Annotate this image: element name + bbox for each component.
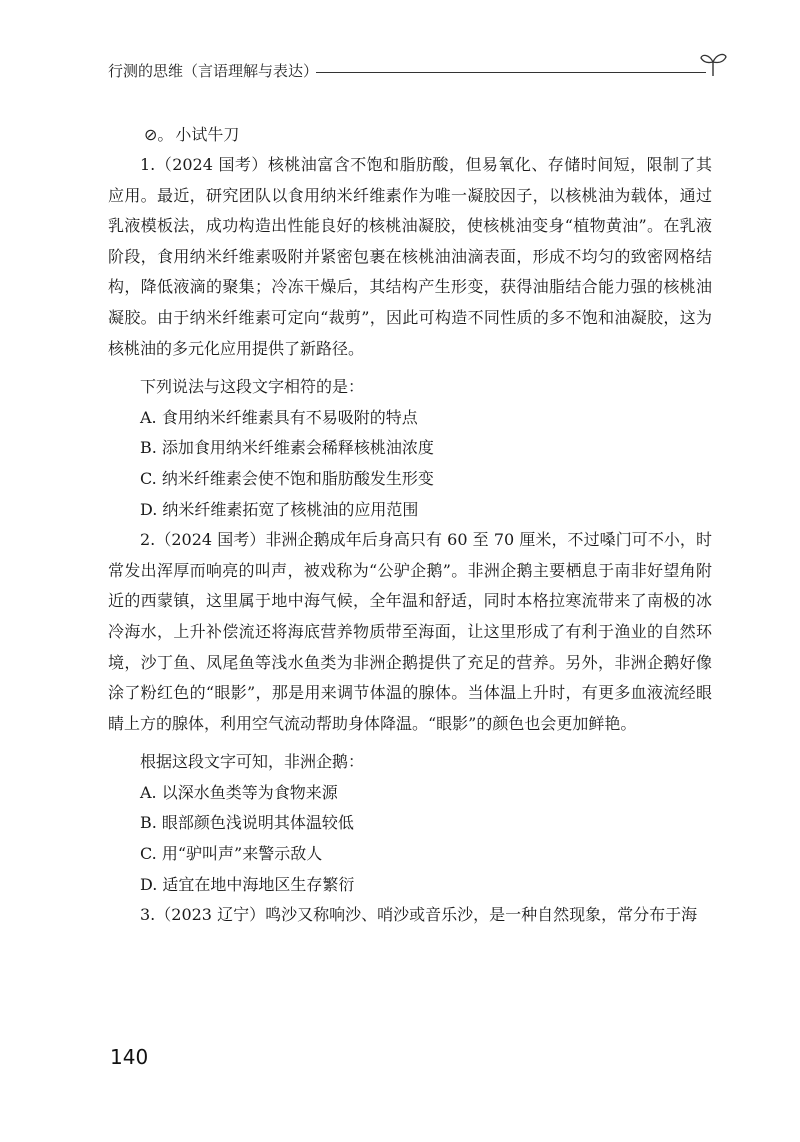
question-3-stem: 3.（2023 辽宁）鸣沙又称响沙、哨沙或音乐沙，是一种自然现象，常分布于海 bbox=[140, 905, 698, 925]
question-1-stem: 1.（2024 国考）核桃油富含不饱和脂肪酸，但易氧化、存储时间短，限制了其应用。最近，研究团队以食用纳米纤维素作为唯一凝胶因子，以核桃油为载体，通过乳液模板法，成功构造出性能良好的核桃油凝胶，使核桃油变身“植物黄油”。在乳液阶段，食用纳米纤维素吸附并紧密包裹在核桃油油滴表面，形成不均匀的致密网格结构，降低液滴的聚集；冷冻干燥后，其结构产生形变，获得油脂结合能力强的核桃油凝胶。由于纳米纤维素可定向“裁剪”，因此可构造不同性质的多不饱和油凝胶，这为核桃油的多元化应用提供了新路径。 bbox=[108, 155, 712, 358]
header-rule bbox=[316, 72, 706, 73]
question-2-prompt: 根据这段文字可知，非洲企鹅： bbox=[140, 752, 365, 772]
question-2-stem: 2.（2024 国考）非洲企鹅成年后身高只有 60 至 70 厘米，不过嗓门可不小，时常发出浑厚而响亮的叫声，被戏称为“公驴企鹅”。非洲企鹅主要栖息于南非好望角附近的西蒙镇，这里属于地中海气候，全年温和舒适，同时本格拉寒流带来了南极的冰冷海水，上升补偿流还将海底营养物质带至海面，让这里形成了有利于渔业的自然环境，沙丁鱼、凤尾鱼等浅水鱼类为非洲企鹅提供了充足的营养。另外，非洲企鹅好像涂了粉红色的“眼影”，那是用来调节体温的腺体。当体温上升时，有更多血液流经眼睛上方的腺体，利用空气流动帮助身体降温。“眼影”的颜色也会更加鲜艳。 bbox=[108, 530, 712, 733]
question-1-prompt: 下列说法与这段文字相符的是： bbox=[140, 377, 365, 397]
question-2-option-d: D. 适宜在地中海地区生存繁衍 bbox=[140, 874, 355, 894]
section-heading bbox=[144, 122, 239, 145]
section-mark-icon: ⊘。 bbox=[144, 125, 174, 144]
document-body bbox=[108, 150, 712, 931]
section-title-text: 小试牛刀 bbox=[175, 125, 240, 144]
sprout-icon bbox=[698, 48, 728, 78]
page-number: 140 bbox=[110, 1045, 149, 1069]
question-2-option-a: A. 以深水鱼类等为食物来源 bbox=[140, 782, 338, 802]
question-1-option-d: D. 纳米纤维素拓宽了核桃油的应用范围 bbox=[140, 499, 419, 519]
question-1-option-a: A. 食用纳米纤维素具有不易吸附的特点 bbox=[140, 407, 418, 427]
question-2-option-c: C. 用“驴叫声”来警示敌人 bbox=[140, 844, 323, 864]
question-1-option-c: C. 纳米纤维素会使不饱和脂肪酸发生形变 bbox=[140, 468, 434, 488]
question-1-option-b: B. 添加食用纳米纤维素会稀释核桃油浓度 bbox=[140, 438, 434, 458]
running-header bbox=[108, 56, 728, 86]
question-2-option-b: B. 眼部颜色浅说明其体温较低 bbox=[140, 813, 354, 833]
running-title: 行测的思维（言语理解与表达） bbox=[108, 62, 319, 80]
